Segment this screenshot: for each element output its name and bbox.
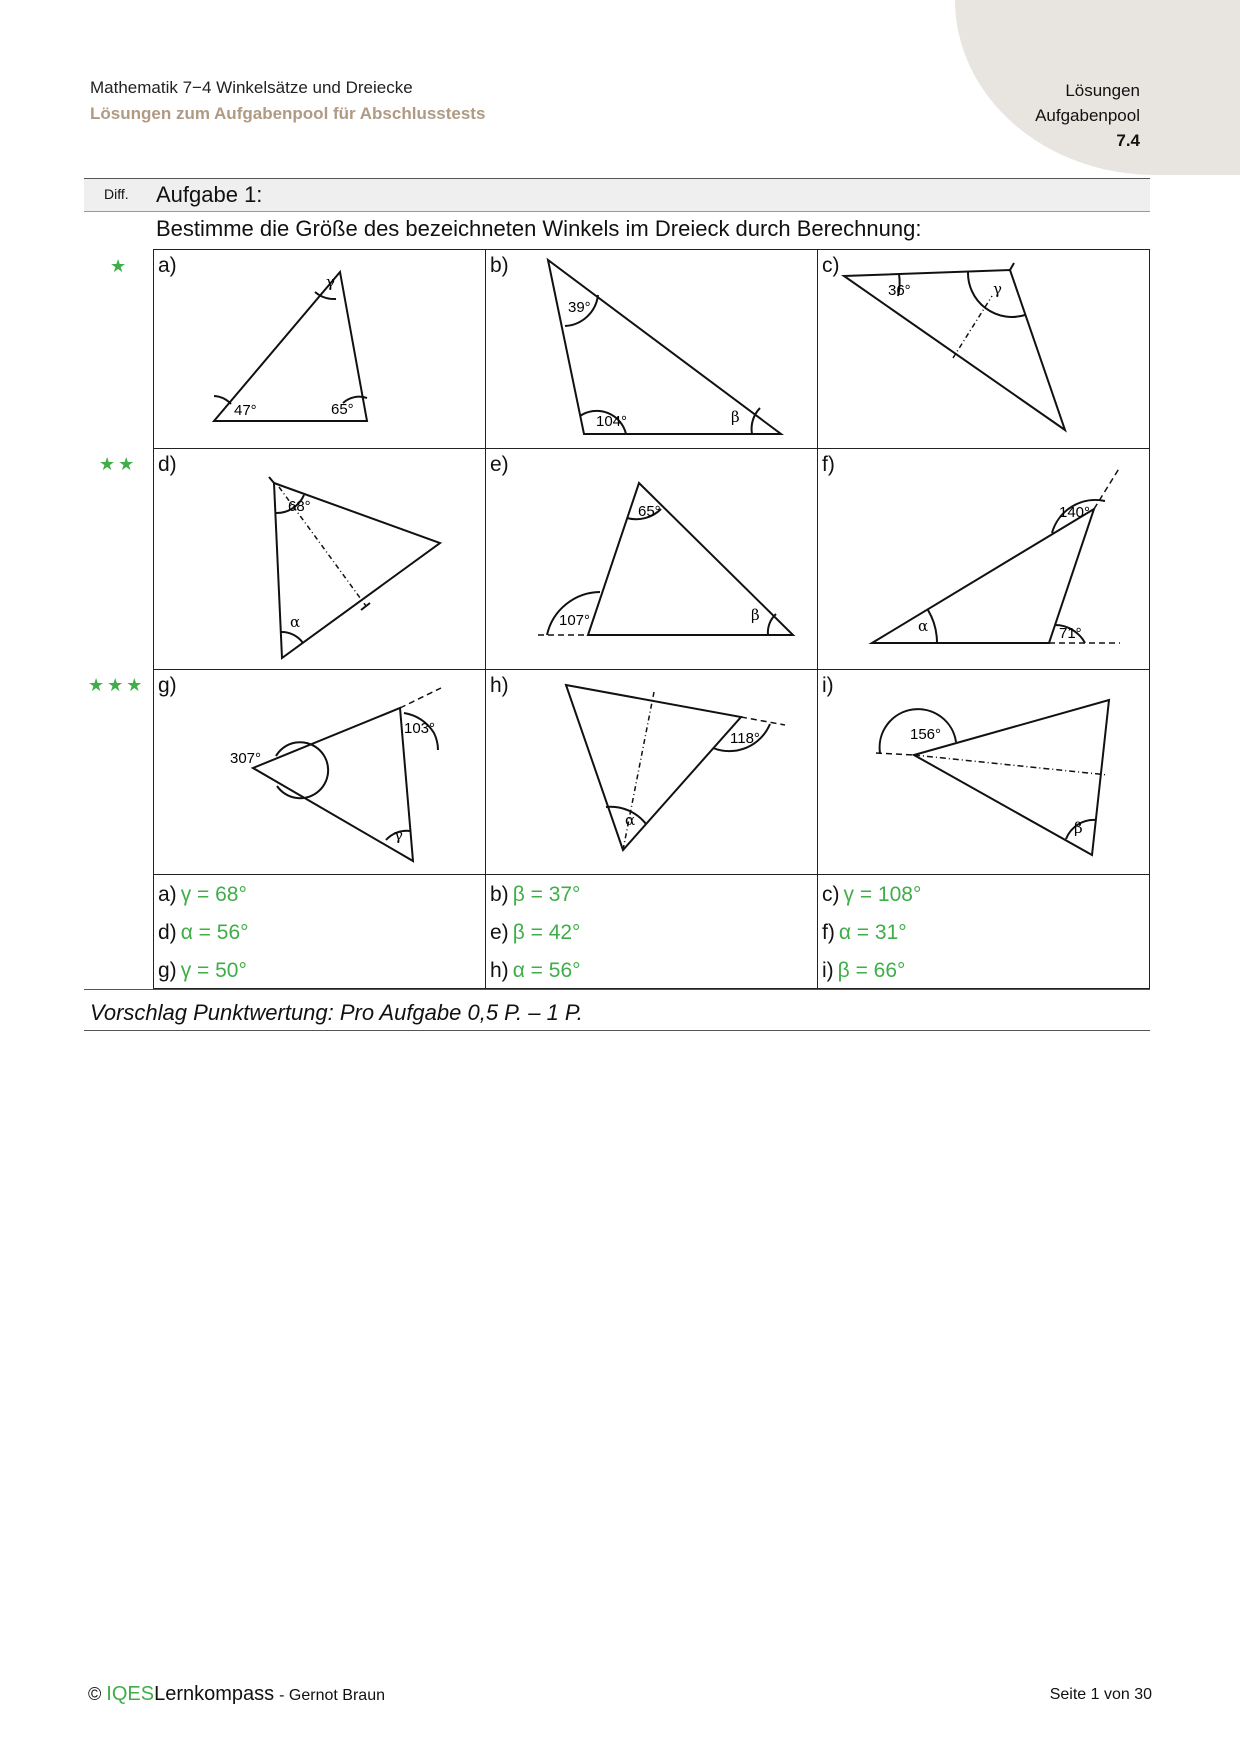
- answer-c: c) γ = 108°: [822, 883, 922, 906]
- figure-label: c): [822, 254, 840, 277]
- scoring-suggestion: Vorschlag Punktwertung: Pro Aufgabe 0,5 P. – 1 P.: [90, 1000, 583, 1025]
- figure-label: i): [822, 674, 834, 697]
- angle-label: 39°: [568, 299, 591, 316]
- triangle-figure-d: [154, 449, 485, 670]
- answer-f: f) α = 31°: [822, 921, 907, 944]
- answer-g: g) γ = 50°: [158, 959, 247, 982]
- difficulty-stars-row1: ★: [110, 256, 130, 276]
- figure-label: b): [490, 254, 509, 277]
- triangle-figure-c: [818, 250, 1149, 449]
- angle-label: α: [625, 811, 636, 829]
- header-left: [90, 78, 485, 124]
- figure-label: g): [158, 674, 177, 697]
- header-right-line1: Lösungen: [1065, 81, 1140, 100]
- answer-cell-col2: [486, 875, 818, 989]
- figure-cell-g: [154, 670, 486, 875]
- page-number: Seite 1 von 30: [1049, 1686, 1152, 1703]
- figure-grid: [153, 249, 1150, 989]
- angle-label: 47°: [234, 402, 257, 419]
- angle-label: β: [1074, 819, 1083, 837]
- header-right-line2: Aufgabenpool: [1035, 106, 1140, 125]
- angle-label: 156°: [910, 726, 942, 743]
- angle-label: 104°: [596, 413, 628, 430]
- difficulty-stars-row2: ★★: [99, 454, 138, 474]
- brand-lernkompass: Lernkompass: [154, 1683, 275, 1705]
- answer-b: b) β = 37°: [490, 883, 581, 906]
- copyright-symbol: ©: [88, 1684, 102, 1704]
- angle-label: 140°: [1059, 504, 1091, 521]
- difficulty-label: Diff.: [104, 186, 129, 202]
- figure-cell-f: [818, 449, 1150, 670]
- figure-cell-a: [154, 250, 486, 449]
- answer-cell-col1: [154, 875, 486, 989]
- task-instruction: Bestimme die Größe des bezeichneten Winkels im Dreieck durch Berechnung:: [156, 216, 922, 241]
- triangle-figure-h: [486, 670, 817, 875]
- footer-author: - Gernot Braun: [279, 1687, 385, 1704]
- angle-label: 68°: [288, 498, 311, 515]
- angle-label: 65°: [331, 401, 354, 418]
- figure-cell-h: [486, 670, 818, 875]
- angle-label: β: [751, 606, 760, 624]
- angle-label: γ: [394, 826, 403, 844]
- figure-cell-e: [486, 449, 818, 670]
- triangle-figure-i: [818, 670, 1149, 875]
- document-subtitle: Lösungen zum Aufgabenpool für Abschlusstests: [90, 104, 486, 123]
- angle-label: 103°: [404, 720, 436, 737]
- triangle-figure-e: [486, 449, 817, 670]
- answer-i: i) β = 66°: [822, 959, 906, 982]
- figure-label: h): [490, 674, 509, 697]
- figure-cell-d: [154, 449, 486, 670]
- document-title: Mathematik 7−4 Winkelsätze und Dreiecke: [90, 78, 413, 97]
- figure-label: f): [822, 453, 835, 476]
- angle-label: 36°: [888, 282, 911, 299]
- divider: [84, 1030, 1150, 1031]
- figure-cell-c: [818, 250, 1150, 449]
- angle-label: α: [918, 617, 929, 635]
- triangle-figure-a: [154, 250, 485, 449]
- angle-label: 118°: [730, 730, 760, 747]
- answer-cell-col3: [818, 875, 1150, 989]
- angle-label: 107°: [559, 612, 591, 629]
- angle-label: α: [290, 613, 301, 631]
- task-title: Aufgabe 1:: [156, 182, 263, 207]
- triangle-figure-b: [486, 250, 817, 449]
- angle-label: γ: [326, 273, 335, 291]
- triangle-figure-g: [154, 670, 485, 875]
- angle-label: γ: [993, 280, 1002, 298]
- angle-label: 71°: [1059, 625, 1082, 642]
- figure-label: a): [158, 254, 177, 277]
- angle-label: 307°: [230, 750, 262, 767]
- angle-label: β: [731, 408, 740, 426]
- answer-d: d) α = 56°: [158, 921, 249, 944]
- figure-label: d): [158, 453, 177, 476]
- header-section-number: 7.4: [1116, 131, 1140, 150]
- triangle-figure-f: [818, 449, 1149, 670]
- figure-cell-b: [486, 250, 818, 449]
- answer-e: e) β = 42°: [490, 921, 581, 944]
- answer-h: h) α = 56°: [490, 959, 581, 982]
- difficulty-stars-row3: ★★★: [88, 675, 146, 695]
- brand-iqes: IQES: [106, 1683, 155, 1705]
- divider: [84, 989, 1150, 990]
- figure-cell-i: [818, 670, 1150, 875]
- footer-brand: [88, 1683, 385, 1706]
- answer-a: a) γ = 68°: [158, 883, 247, 906]
- figure-label: e): [490, 453, 509, 476]
- header-right: [1035, 78, 1140, 153]
- angle-label: 65°: [638, 503, 661, 520]
